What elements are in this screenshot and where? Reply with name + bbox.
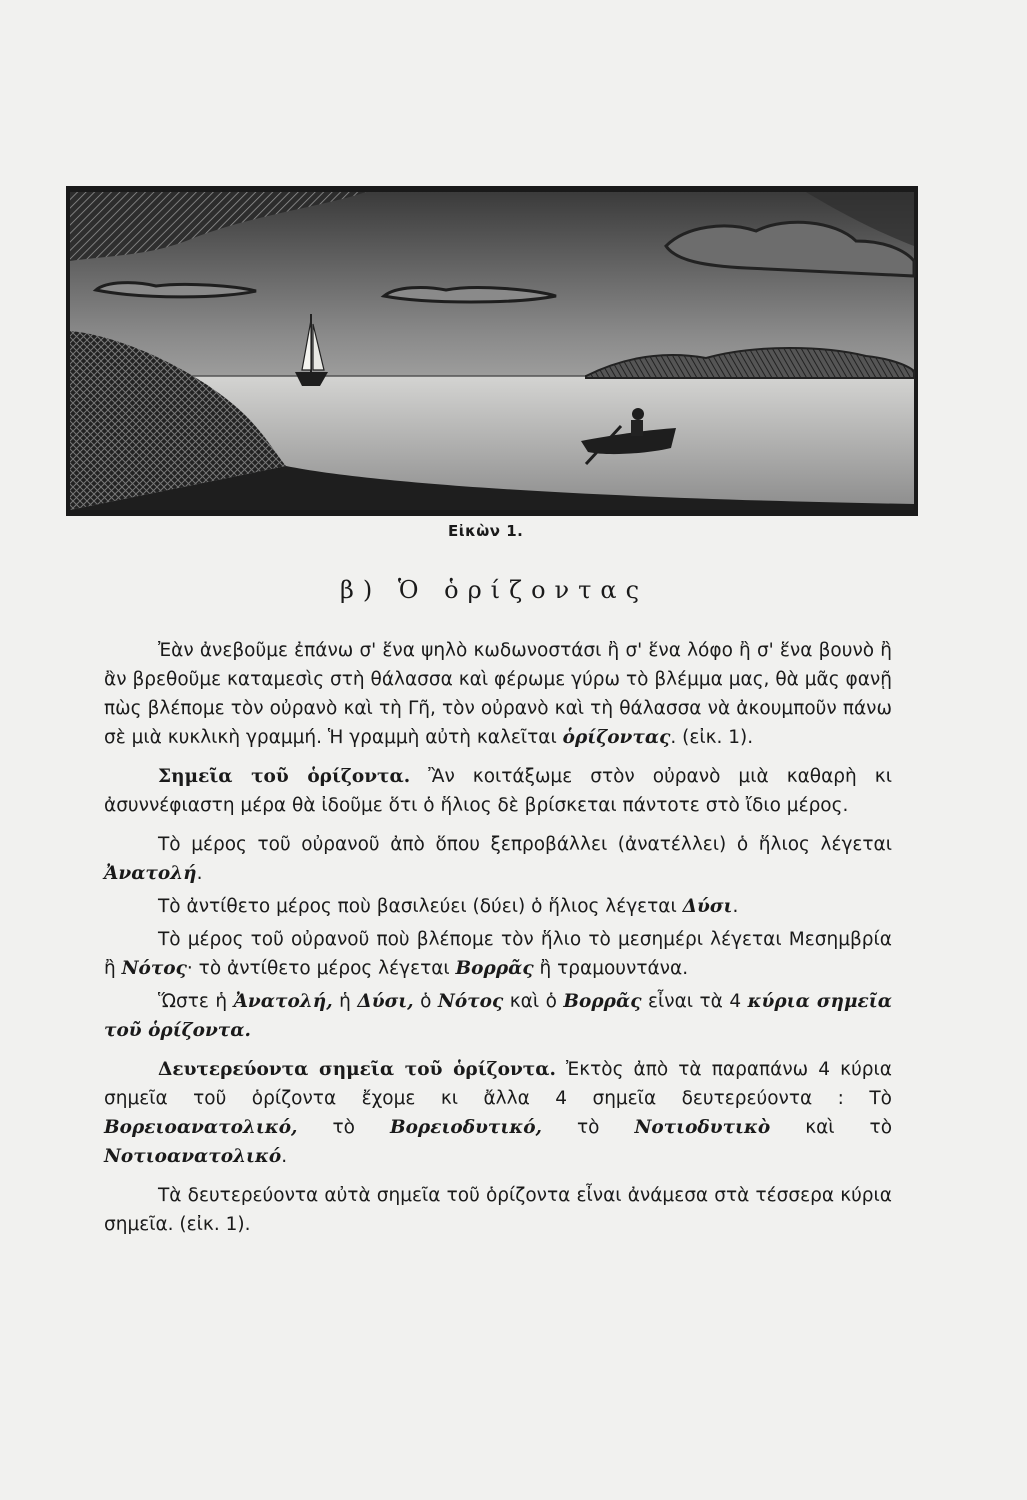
term-east: Ἀνατολή (104, 863, 197, 884)
term-cardinal-points: κύρια σημεῖα τοῦ ὁρίζοντα. (104, 991, 892, 1041)
paragraph-intercardinal: Δευτερεύοντα σημεῖα τοῦ ὁρίζοντα. Ἐκτὸς ἀπὸ τὰ παραπάνω 4 κύρια σημεῖα τοῦ ὁρίζοντα ἔχομε κι ἄλλα 4 σημεῖα δευτερεύοντα : Τὸ Βορειοανατολικό, τὸ Βορειοδυτικό, τὸ Νοτιοδυτικὸ καὶ τὸ Νοτιοανατολικό. (104, 1059, 893, 1167)
heading-horizon-points: Σημεῖα τοῦ ὁρίζοντα. (158, 766, 411, 787)
seascape-illustration (66, 186, 918, 516)
term-north: Βορρᾶς (455, 958, 534, 979)
paragraph-horizon-points: Σημεῖα τοῦ ὁρίζοντα. Ἂν κοιτάξωμε στὸν οὐρανὸ μιὰ καθαρὴ κι ἀσυννέφιαστη μέρα θὰ ἰδοῦμε ὅτι ὁ ἥλιος δὲ βρίσκεται πάντοτε στὸ ἴδιο μέρος. (104, 766, 892, 816)
body-text (104, 636, 892, 1249)
figure-caption: Εἰκὼν 1. (448, 522, 524, 540)
section-title: β) Ὁ ὁρίζοντας (340, 576, 649, 604)
heading-intercardinal: Δευτερεύοντα σημεῖα τοῦ ὁρίζοντα. (158, 1059, 556, 1080)
figure-1 (66, 186, 918, 516)
paragraph-cardinal-summary: Ὥστε ἡ Ἀνατολή, ἡ Δύσι, ὁ Νότος καὶ ὁ Βορρᾶς εἶναι τὰ 4 κύρια σημεῖα τοῦ ὁρίζοντα. (104, 991, 892, 1041)
term-west: Δύσι (682, 896, 733, 917)
term-horizon: ὁρίζοντας (562, 727, 671, 748)
paragraph-intercardinal-position: Τὰ δευτερεύοντα αὐτὰ σημεῖα τοῦ ὁρίζοντα εἶναι ἀνάμεσα στὰ τέσσερα κύρια σημεῖα. (εἰκ. 1). (104, 1185, 892, 1235)
paragraph-south-north: Τὸ μέρος τοῦ οὐρανοῦ ποὺ βλέπομε τὸν ἥλιο τὸ μεσημέρι λέγεται Μεσημβρία ἢ Νότος· τὸ ἀντίθετο μέρος λέγεται Βορρᾶς ἢ τραμουντάνα. (104, 929, 892, 979)
paragraph-horizon-definition: Ἐὰν ἀνεβοῦμε ἐπάνω σ' ἕνα ψηλὸ κωδωνοστάσι ἢ σ' ἕνα λόφο ἢ σ' ἕνα βουνὸ ἢ ἂν βρεθοῦμε καταμεσὶς στὴ θάλασσα καὶ φέρωμε γύρω τὸ βλέμμα μας, θὰ μᾶς φανῇ πὼς βλέπομε τὸν οὐρανὸ καὶ τὴ Γῆ, τὸν οὐρανὸ καὶ τὴ θάλασσα νὰ ἀκουμποῦν πάνω σὲ μιὰ κυκλικὴ γραμμή. Ἡ γραμμὴ αὐτὴ καλεῖται ὁρίζοντας. (εἰκ. 1). (104, 640, 892, 748)
paragraph-east: Τὸ μέρος τοῦ οὐρανοῦ ἀπὸ ὅπου ξεπροβάλλει (ἀνατέλλει) ὁ ἥλιος λέγεται Ἀνατολή. (104, 834, 892, 884)
paragraph-west: Τὸ ἀντίθετο μέρος ποὺ βασιλεύει (δύει) ὁ ἥλιος λέγεται Δύσι. (158, 896, 739, 917)
term-south: Νότος (121, 958, 187, 979)
